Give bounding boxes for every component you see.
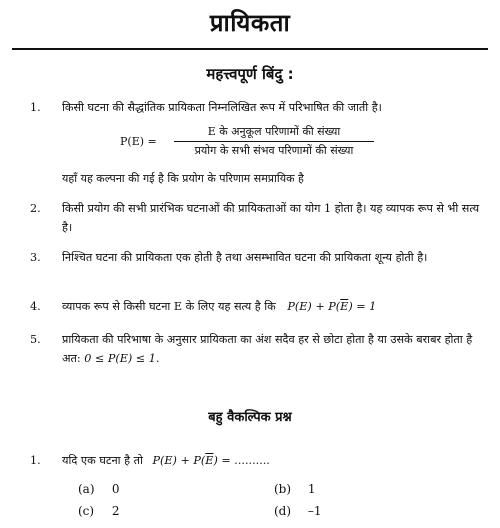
point-number: 3. xyxy=(30,251,41,264)
option-value: –1 xyxy=(307,504,322,518)
option-value: 1 xyxy=(307,482,316,496)
option-label: (c) xyxy=(78,504,95,518)
section-heading: महत्त्वपूर्ण बिंदु : xyxy=(206,65,294,83)
complement-equation xyxy=(287,300,376,313)
formula-denominator: प्रयोग के सभी संभव परिणामों की संख्या xyxy=(194,144,354,157)
point-number: 5. xyxy=(30,333,41,346)
formula-numerator: E के अनुकूल परिणामों की संख्या xyxy=(207,125,341,138)
eq-part: ) = .......... xyxy=(213,454,270,467)
eq-part: P(E) + P( xyxy=(152,454,206,467)
option-label: (b) xyxy=(274,482,292,496)
option-value: 0 xyxy=(111,482,120,496)
e-complement: $\overline{E}$ xyxy=(340,300,349,313)
probability-formula xyxy=(120,124,380,160)
option-label: (a) xyxy=(78,482,95,496)
point-text: प्रायिकता की परिभाषा के अनुसार प्रायिकता का अंश सदैव हर से छोटा होता है या उसके बराबर होता है अत: xyxy=(62,333,473,365)
option-a[interactable] xyxy=(78,482,119,496)
fraction-bar xyxy=(174,141,374,142)
option-label: (d) xyxy=(274,504,292,518)
option-c[interactable] xyxy=(78,504,119,518)
title-divider xyxy=(12,48,488,50)
point-text: किसी घटना की सैद्धांतिक प्रायिकता निम्नलिखित रूप में परिभाषित की जाती है। xyxy=(62,101,382,114)
option-value: 2 xyxy=(111,504,120,518)
question-number: 1. xyxy=(30,454,41,467)
question-equation xyxy=(152,454,269,467)
assumption-note: यहाँ यह कल्पना की गई है कि प्रयोग के परिणाम समप्रायिक है xyxy=(62,172,304,185)
point-number: 1. xyxy=(30,101,41,114)
option-d[interactable] xyxy=(274,504,321,518)
question-stem: यदि एक घटना है तो xyxy=(62,454,143,467)
point-text: व्यापक रूप से किसी घटना E के लिए यह सत्य है कि xyxy=(62,300,276,313)
point-text: निश्चित घटना की प्रायिकता एक होती है तथा असम्भावित घटना की प्रायिकता शून्य होती है। xyxy=(62,251,428,264)
question-content xyxy=(62,451,482,470)
e-complement: $\overline{E}$ xyxy=(205,454,214,467)
probability-inequality: 0 ≤ P(E) ≤ 1. xyxy=(84,352,160,365)
page-title: प्रायिकता xyxy=(209,9,291,37)
formula-lhs: P(E) = xyxy=(120,135,157,148)
point-5-content xyxy=(62,330,482,368)
eq-part: ) = 1 xyxy=(348,300,377,313)
point-number: 4. xyxy=(30,300,41,313)
point-4-content xyxy=(62,297,482,316)
option-b[interactable] xyxy=(274,482,315,496)
point-text: किसी प्रयोग की सभी प्रारंभिक घटनाओं की प्रायिकताओं का योग 1 होता है। यह व्यापक रूप से भी सत्य है। xyxy=(62,202,480,234)
eq-part: P(E) + P( xyxy=(287,300,341,313)
point-number: 2. xyxy=(30,202,41,215)
mcq-heading: बहु वैकल्पिक प्रश्न xyxy=(208,410,292,425)
